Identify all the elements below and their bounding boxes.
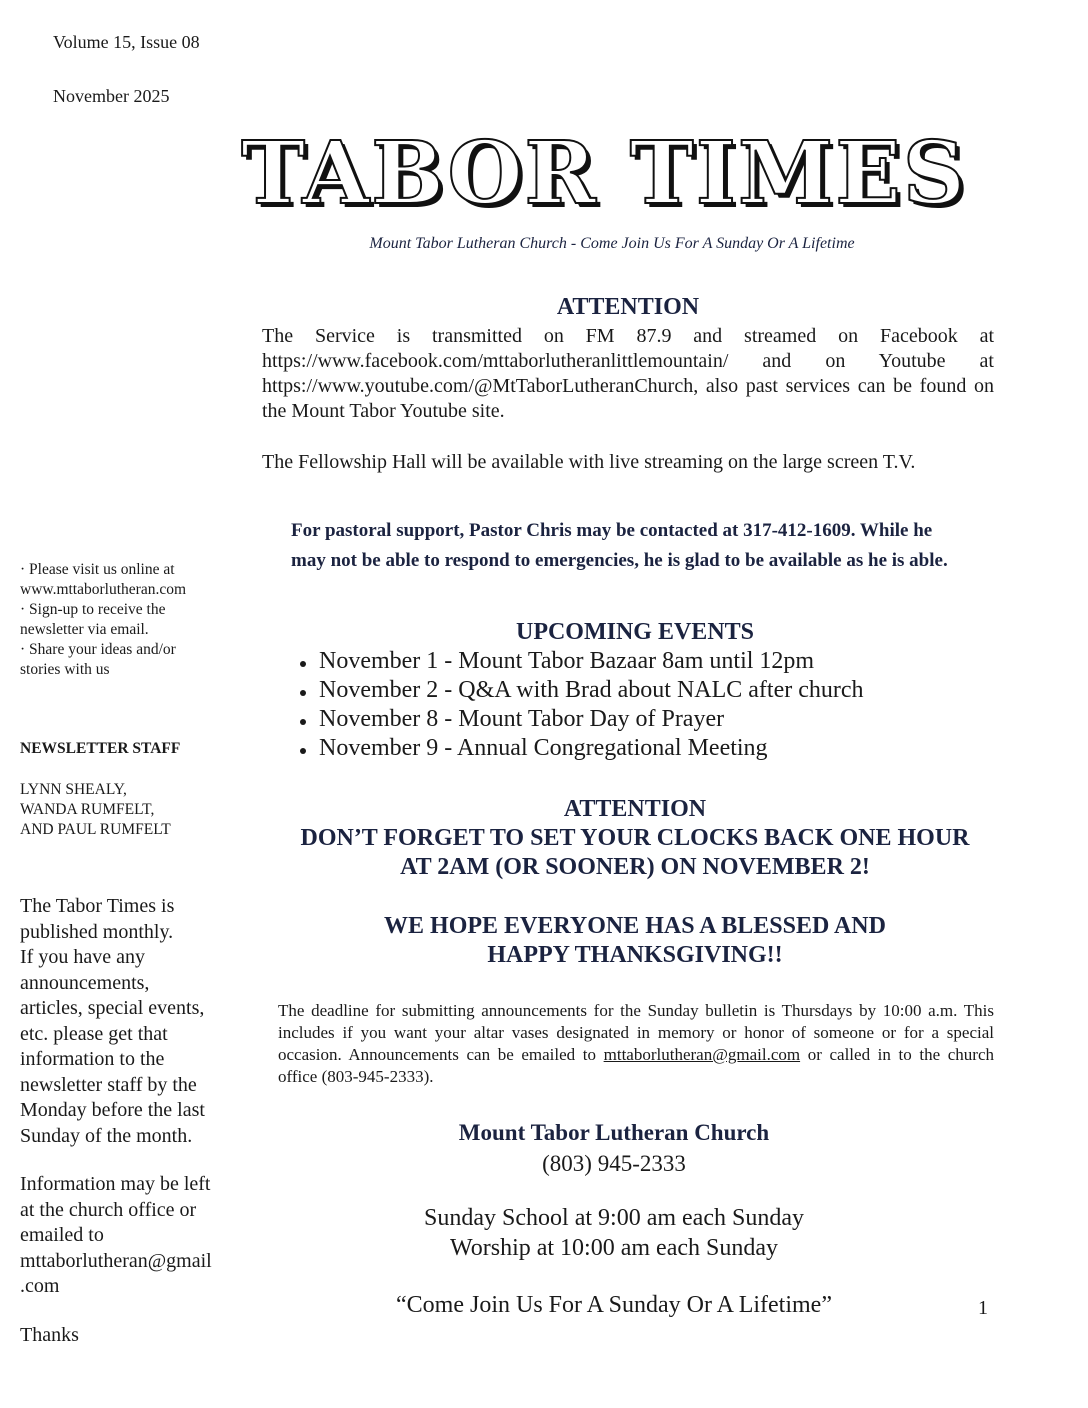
thanksgiving-message: [262, 912, 1008, 970]
thanksgiving-line: WE HOPE EVERYONE HAS A BLESSED AND: [384, 913, 886, 939]
sidebar-line: Sunday of the month.: [20, 1124, 193, 1147]
sidebar-line: · Sign-up to receive the: [20, 601, 166, 618]
bulletin-deadline: [278, 1000, 994, 1088]
sidebar-email[interactable]: mttaborlutheran@gmail: [20, 1249, 212, 1272]
clock-reminder: [262, 795, 1008, 882]
upcoming-events-heading: UPCOMING EVENTS: [515, 619, 755, 645]
staff-name: LYNN SHEALY,: [20, 781, 127, 798]
masthead-tagline: Mount Tabor Lutheran Church - Come Join Us For A Sunday Or A Lifetime: [369, 235, 855, 252]
staff-name: WANDA RUMFELT,: [20, 801, 155, 818]
sidebar-line: newsletter staff by the: [20, 1073, 197, 1096]
sidebar-line: The Tabor Times is: [20, 895, 175, 917]
sidebar-line: · Please visit us online at: [20, 561, 175, 578]
sidebar-line: Information may be left: [20, 1173, 211, 1195]
sunday-school-time: Sunday School at 9:00 am each Sunday: [424, 1205, 804, 1231]
deadline-text-end: or called in to the church office (803-945-2333).: [278, 1045, 994, 1086]
publishing-info: [20, 894, 245, 1149]
page-number: 1: [978, 1297, 988, 1319]
pastoral-support-note: For pastoral support, Pastor Chris may be contacted at 317-412-1609. While he may not be able to respond to emergencies, he is glad to be available as he is able.: [291, 520, 948, 571]
clock-reminder-line: AT 2AM (OR SOONER) ON NOVEMBER 2!: [400, 854, 870, 880]
staff-name: AND PAUL RUMFELT: [20, 821, 171, 838]
sidebar-visit-info: [20, 560, 235, 680]
sidebar-line: announcements,: [20, 971, 150, 994]
contact-info: [20, 1172, 245, 1300]
sidebar-website-link[interactable]: www.mttaborlutheran.com: [20, 581, 187, 598]
issue-date: November 2025: [53, 86, 170, 106]
sidebar-line: articles, special events,: [20, 997, 205, 1019]
church-motto: “Come Join Us For A Sunday Or A Lifetime”: [396, 1292, 832, 1318]
email-link[interactable]: mttaborlutheran@gmail.com: [603, 1045, 801, 1064]
attention-heading: ATTENTION: [556, 294, 700, 320]
sidebar-line: · Share your ideas and/or: [20, 641, 176, 658]
masthead-title: TABOR TIMES: [241, 123, 967, 224]
thanksgiving-line: HAPPY THANKSGIVING!!: [487, 942, 783, 968]
event-item: November 9 - Annual Congregational Meeting: [300, 734, 864, 763]
fellowship-hall-info: The Fellowship Hall will be available with live streaming on the large screen T.V.: [262, 451, 916, 473]
sidebar-line: etc. please get that: [20, 1022, 168, 1045]
event-item: November 1 - Mount Tabor Bazaar 8am until 12pm: [300, 647, 864, 676]
newsletter-staff-heading: NEWSLETTER STAFF: [20, 740, 181, 757]
events-list: [300, 647, 864, 763]
church-phone: (803) 945-2333: [542, 1151, 686, 1176]
sidebar-line: at the church office or: [20, 1198, 197, 1221]
event-item: November 8 - Mount Tabor Day of Prayer: [300, 705, 864, 734]
sidebar-line: stories with us: [20, 661, 110, 678]
clock-reminder-line: DON’T FORGET TO SET YOUR CLOCKS BACK ONE HOUR: [300, 825, 970, 851]
church-name: Mount Tabor Lutheran Church: [458, 1120, 770, 1145]
sidebar-thanks: Thanks: [20, 1324, 79, 1346]
sidebar-line: information to the: [20, 1048, 165, 1070]
newsletter-staff-list: [20, 780, 171, 840]
sidebar-line: If you have any: [20, 946, 145, 968]
worship-time: Worship at 10:00 am each Sunday: [450, 1235, 778, 1261]
volume-issue: Volume 15, Issue 08: [53, 32, 200, 52]
deadline-text: The deadline for submitting announcements for the Sunday bulletin is Thursdays by 10:00 a.m. This includes if you want your altar vases designated in memory or honor of someone or for a special occasion. Announcements can be emailed to: [278, 1001, 994, 1064]
sidebar-line: published monthly.: [20, 920, 174, 943]
clock-reminder-heading: ATTENTION: [563, 796, 707, 822]
event-item: November 2 - Q&A with Brad about NALC after church: [300, 676, 864, 705]
sidebar-line: Monday before the last: [20, 1099, 205, 1121]
streaming-info: The Service is transmitted on FM 87.9 and streamed on Facebook at https://www.facebook.com/mttaborlutheranlittlemountain/ and on Youtube at https://www.youtube.com/@MtTaborLutheranChurch, also past services can be found on the Mount Tabor Youtube site.: [262, 325, 994, 422]
sidebar-email-end[interactable]: .com: [20, 1275, 60, 1297]
sidebar-line: emailed to: [20, 1224, 104, 1246]
sidebar-line: newsletter via email.: [20, 621, 149, 638]
